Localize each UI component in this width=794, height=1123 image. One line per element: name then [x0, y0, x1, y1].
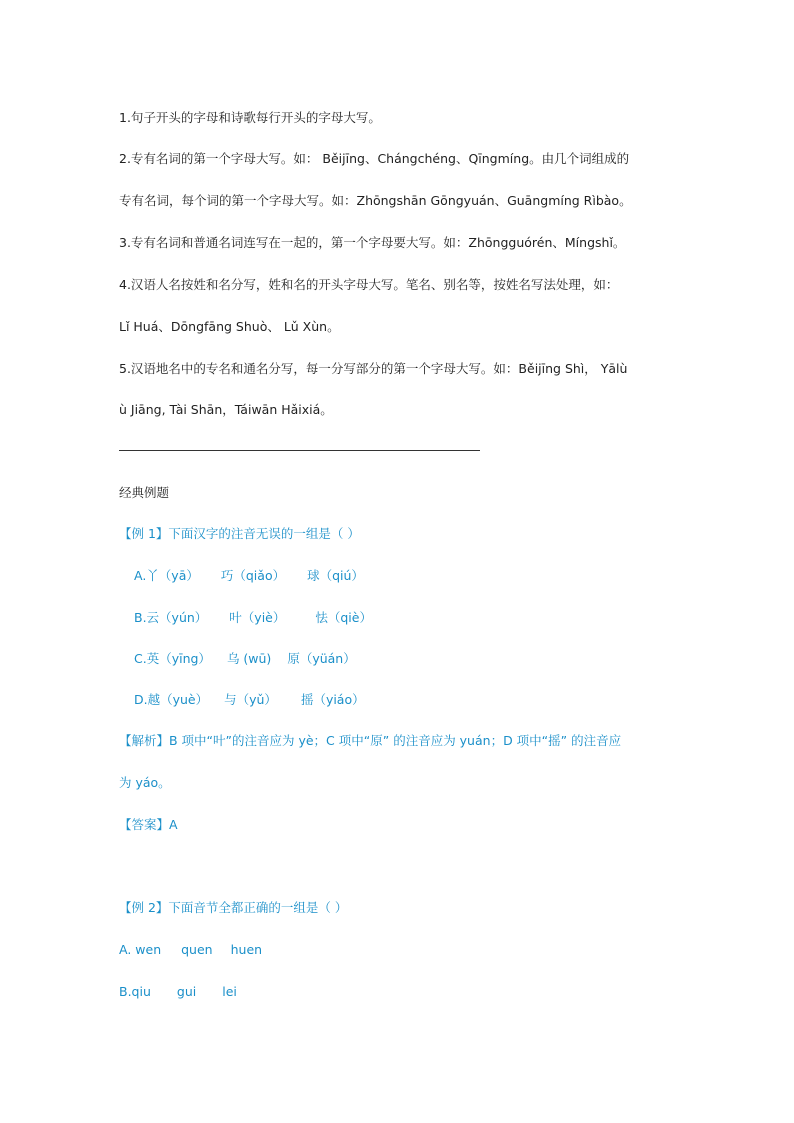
example-1-option-b	[134, 610, 372, 626]
ex2-option-a-item-1: A. wen	[119, 942, 162, 957]
rule-5-line-2: ù Jiāng, Tài Shān，Táiwān Hǎixiá。	[119, 402, 333, 417]
option-a-item-2: 巧（qiǎo）	[220, 568, 286, 583]
example-1-question: 【例 1】下面汉字的注音无误的一组是（ ）	[119, 526, 360, 541]
rule-2-line-2: 专有名词，每个词的第一个字母大写。如：Zhōngshān Gōngyuán、Guāngmíng Rìbào。	[119, 193, 632, 208]
option-c-item-2: 乌 (wū)	[226, 651, 272, 666]
rule-3: 3.专有名词和普通名词连写在一起的，第一个字母要大写。如：Zhōngguórén、Míngshǐ。	[119, 235, 626, 250]
option-c-item-3: 原（yüán）	[287, 651, 356, 666]
rule-1: 1.句子开头的字母和诗歌每行开头的字母大写。	[119, 110, 381, 125]
option-c-item-1: C.英（yīng）	[134, 651, 211, 666]
example-1-option-d	[134, 692, 365, 708]
example-1-option-a	[134, 568, 364, 584]
example-2-option-a	[119, 942, 262, 958]
example-2-question: 【例 2】下面音节全都正确的一组是（ ）	[119, 900, 348, 915]
example-1-analysis-line-2: 为 yáo。	[119, 775, 171, 790]
example-1-analysis-line-1: 【解析】B 项中“叶”的注音应为 yè；C 项中“原” 的注音应为 yuán；D 项中“摇” 的注音应	[119, 733, 622, 748]
option-a-item-3: 球（qiú）	[307, 568, 364, 583]
example-1-option-c	[134, 651, 356, 667]
rule-4-line-2: Lǐ Huá、Dōngfāng Shuò、 Lǔ Xùn。	[119, 319, 340, 334]
ex2-option-a-item-3: huen	[230, 942, 263, 957]
example-2-option-b	[119, 984, 237, 1000]
option-b-item-2: 叶（yiè）	[229, 610, 286, 625]
rule-4-line-1: 4.汉语人名按姓和名分写，姓和名的开头字母大写。笔名、别名等，按姓名写法处理，如：	[119, 277, 619, 292]
rule-5-line-1: 5.汉语地名中的专名和通名分写，每一分写部分的第一个字母大写。如：Běijīng Shì， Yālù	[119, 361, 628, 376]
section-title: 经典例题	[119, 485, 170, 500]
horizontal-divider	[119, 450, 480, 451]
option-d-item-3: 摇（yiáo）	[300, 692, 365, 707]
ex2-option-b-item-1: B.qiu	[119, 984, 151, 999]
option-d-item-1: D.越（yuè）	[134, 692, 209, 707]
ex2-option-a-item-2: quen	[181, 942, 213, 957]
option-a-item-1: A.丫（yā）	[134, 568, 199, 583]
option-b-item-1: B.云（yún）	[134, 610, 208, 625]
ex2-option-b-item-2: gui	[176, 984, 197, 999]
option-d-item-2: 与（yǔ）	[224, 692, 277, 707]
option-b-item-3: 怯（qiè）	[315, 610, 372, 625]
rule-2-line-1: 2.专有名词的第一个字母大写。如： Běijīng、Chángchéng、Qīngmíng。由几个词组成的	[119, 151, 630, 166]
ex2-option-b-item-3: lei	[222, 984, 237, 999]
example-1-answer: 【答案】A	[119, 817, 178, 832]
